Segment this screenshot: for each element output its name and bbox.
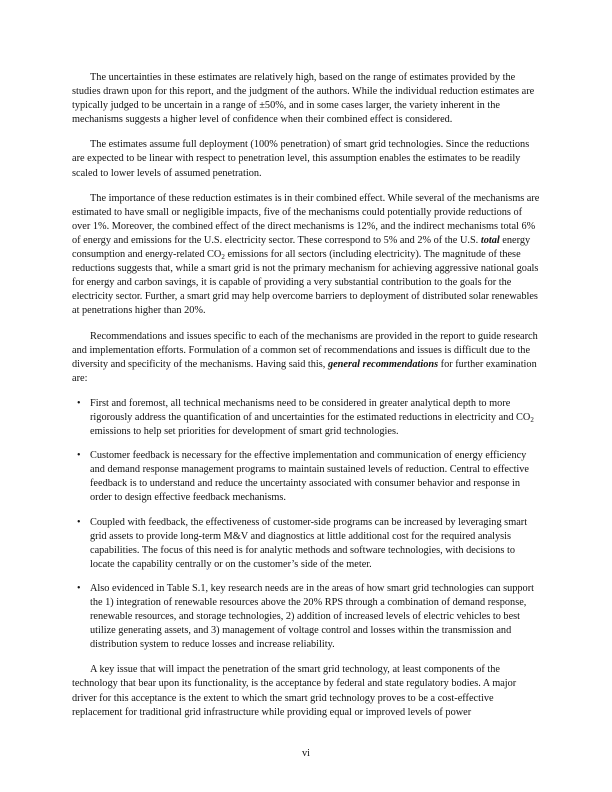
bullet-icon: • <box>77 582 81 594</box>
list-item-customer-side-programs <box>72 516 542 572</box>
paragraph-combined-effect-text-b: energy consumption and energy-related CO <box>72 234 531 261</box>
co2-subscript: 2 <box>221 253 225 262</box>
list-item-customer-feedback-text: Customer feedback is necessary for the effective implementation and communication of energy efficiency and demand response management programs to maintain sustained levels of reduction. Central to effective feedback is to understand and reduce the uncertainty associated with consumer behavior and response in order to design effective feedback mechanisms. <box>90 450 530 504</box>
page-number: vi <box>301 748 310 759</box>
recommendations-list <box>72 397 542 653</box>
paragraph-full-deployment <box>72 138 542 180</box>
list-item-customer-feedback <box>72 449 542 505</box>
co2-subscript: 2 <box>530 415 534 424</box>
paragraph-combined-effect-text-c: emissions for all sectors (including electricity). The magnitude of these reductions suggests that, while a smart grid is not the primary mechanism for achieving aggressive national goals for energy and carbon savings, it is capable of providing a very substantial contribution to the goals for the electricity sector. Further, a smart grid may help overcome barriers to deployment of distributed solar renewables at penetrations higher than 20%. <box>72 249 539 317</box>
body-text <box>72 71 542 731</box>
list-item-research-needs-text: Also evidenced in Table S.1, key research needs are in the areas of how smart grid technologies can support the 1) integration of renewable resources above the 20% RPS through a combination of demand response, renewable resources, and storage technologies, 2) addition of increased levels of electric vehicles to best utilize generating assets, and 3) management of voltage control and losses within the transmission and distribution system to reduce losses and increase reliability. <box>90 582 534 651</box>
emphasis-total: total <box>480 234 500 246</box>
bullet-icon: • <box>77 450 81 462</box>
paragraph-uncertainties <box>72 71 542 127</box>
paragraph-combined-effect <box>72 192 542 319</box>
list-item-customer-side-programs-text: Coupled with feedback, the effectiveness of customer-side programs can be increased by leveraging smart grid assets to provide long-term M&V and diagnostics at little additional cost for the required analysis capabilities. The focus of this need is for analytic methods and software technologies, with decisions to locate the capability centrally or on the customer’s side of the meter. <box>90 516 528 570</box>
emphasis-general-recommendations: general recommendations <box>327 358 439 370</box>
paragraph-full-deployment-text: The estimates assume full deployment (100% penetration) of smart grid technologies. Since the reductions are expected to be linear with respect to penetration level, this assumption enables the estimates to be readily scaled to lower levels of assumed penetration. <box>72 139 530 179</box>
paragraph-recommendations <box>72 330 542 386</box>
bullet-icon: • <box>77 516 81 528</box>
list-item-analytical-depth <box>72 397 542 439</box>
paragraph-recommendations-text-b: for further examination are: <box>72 358 537 384</box>
paragraph-combined-effect-text-a: The importance of these reduction estimates is in their combined effect. While several of the mechanisms are estimated to have small or negligible impacts, five of the mechanisms could potentially provide reductions of over 1%. Moreover, the combined effect of the direct mechanisms is 12%, and the indirect mechanisms total 6% of energy and emissions for the U.S. electricity sector. These correspond to 5% and 2% of the U.S. <box>72 192 540 246</box>
paragraph-key-issue-text: A key issue that will impact the penetration of the smart grid technology, at least components of the technology that bear upon its functionality, is the acceptance by federal and state regulatory bodies. A major driver for this acceptance is the extent to which the smart grid technology proves to be a cost-effective replacement for traditional grid infrastructure while providing equal or improved levels of power <box>72 664 517 718</box>
list-item-analytical-depth-text-a: First and foremost, all technical mechanisms need to be considered in greater analytical depth to more rigorously address the quantification of and uncertainties for the estimated reductions in electricity and CO <box>90 397 531 423</box>
list-item-analytical-depth-text-b: emissions to help set priorities for development of smart grid technologies. <box>90 426 399 438</box>
list-item-research-needs <box>72 582 542 652</box>
paragraph-recommendations-text-a: Recommendations and issues specific to each of the mechanisms are provided in the report to guide research and implementation efforts. Formulation of a common set of recommendations and issues is difficult due to the diversity and specificity of the mechanisms. Having said this, <box>72 330 538 370</box>
paragraph-uncertainties-text: The uncertainties in these estimates are relatively high, based on the range of estimates provided by the studies drawn upon for this report, and the judgment of the authors. While the individual reduction estimates are typically judged to be uncertain in a range of ±50%, and in some cases larger, the variety inherent in the mechanisms suggests a higher level of confidence when their combined effect is considered. <box>72 72 535 126</box>
paragraph-key-issue <box>72 663 542 719</box>
bullet-icon: • <box>77 397 81 409</box>
